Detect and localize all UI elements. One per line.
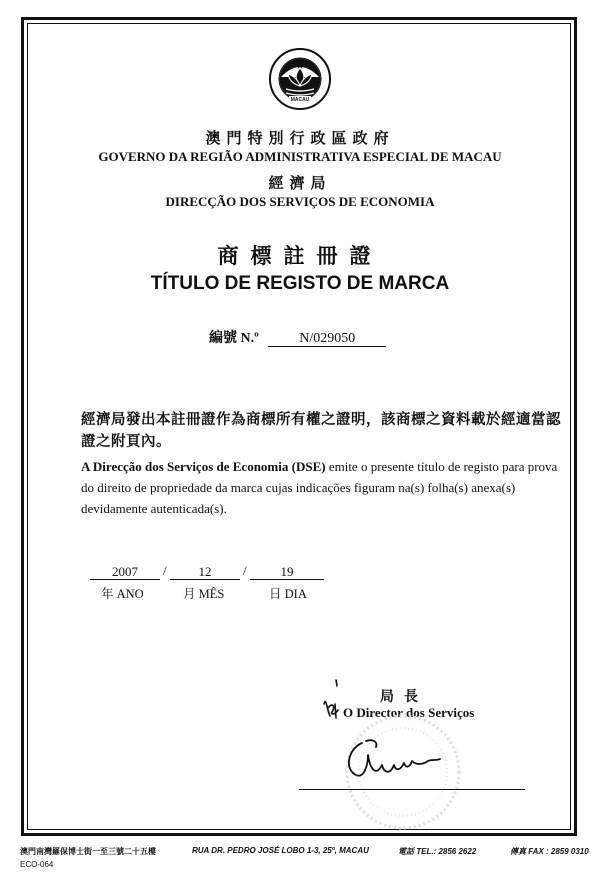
footer-address-pt: RUA DR. PEDRO JOSÉ LOBO 1-3, 25º, MACAU bbox=[192, 846, 369, 855]
date-separator: / bbox=[163, 563, 167, 578]
footer-address-cn: 澳門南灣羅保博士街一至三號二十五樓 bbox=[20, 847, 156, 856]
director-title-pt: O Director dos Serviços bbox=[343, 705, 475, 720]
issuer-name: A Direcção dos Serviços de Economia (DSE) bbox=[81, 459, 326, 474]
department-name-pt: DIRECÇÃO DOS SERVIÇOS DE ECONOMIA bbox=[165, 194, 435, 209]
footer-tel: 電話 TEL.: 2856 2622 bbox=[398, 847, 477, 856]
date-day-label: 日 DIA bbox=[269, 587, 307, 601]
registration-number-value: N/029050 bbox=[268, 331, 386, 347]
registration-number-label: 編號 N.º bbox=[209, 331, 259, 346]
government-name-pt: GOVERNO DA REGIÃO ADMINISTRATIVA ESPECIAL DE MACAU bbox=[98, 149, 502, 164]
certificate-text-pt bbox=[81, 456, 561, 519]
macau-emblem-icon bbox=[268, 47, 332, 111]
form-code: ECO-064 bbox=[20, 860, 54, 869]
date-separator: / bbox=[243, 563, 247, 578]
director-title-cn: 局長 bbox=[380, 690, 428, 705]
signature-line bbox=[299, 789, 525, 790]
department-name-cn: 經濟局 bbox=[268, 176, 332, 192]
government-name-cn: 澳門特別行政區政府 bbox=[205, 131, 395, 147]
registration-number-row bbox=[209, 327, 386, 347]
date-month-label: 月 MÊS bbox=[183, 587, 225, 601]
date-month: 12 bbox=[170, 564, 240, 580]
date-day: 19 bbox=[250, 564, 324, 580]
date-year: 2007 bbox=[90, 564, 160, 580]
certificate-text-cn: 經濟局發出本註冊證作為商標所有權之證明，該商標之資料載於經適當認證之附頁內。 bbox=[81, 412, 561, 450]
svg-text:MACAU: MACAU bbox=[290, 97, 310, 103]
document-title-pt: TÍTULO DE REGISTO DE MARCA bbox=[150, 273, 450, 294]
date-year-label: 年 ANO bbox=[101, 587, 144, 601]
certificate-text-pt-rest: emite o presente título de registo para prova do direito de propriedade da marca cujas indicações figuram na(s) folha(s) anexa(s) devidamente autenticada(s). bbox=[81, 459, 558, 516]
footer-fax: 傳真 FAX : 2859 0310 bbox=[510, 847, 589, 856]
director-signature bbox=[342, 735, 460, 783]
document-title-cn: 商標註冊證 bbox=[217, 244, 383, 268]
